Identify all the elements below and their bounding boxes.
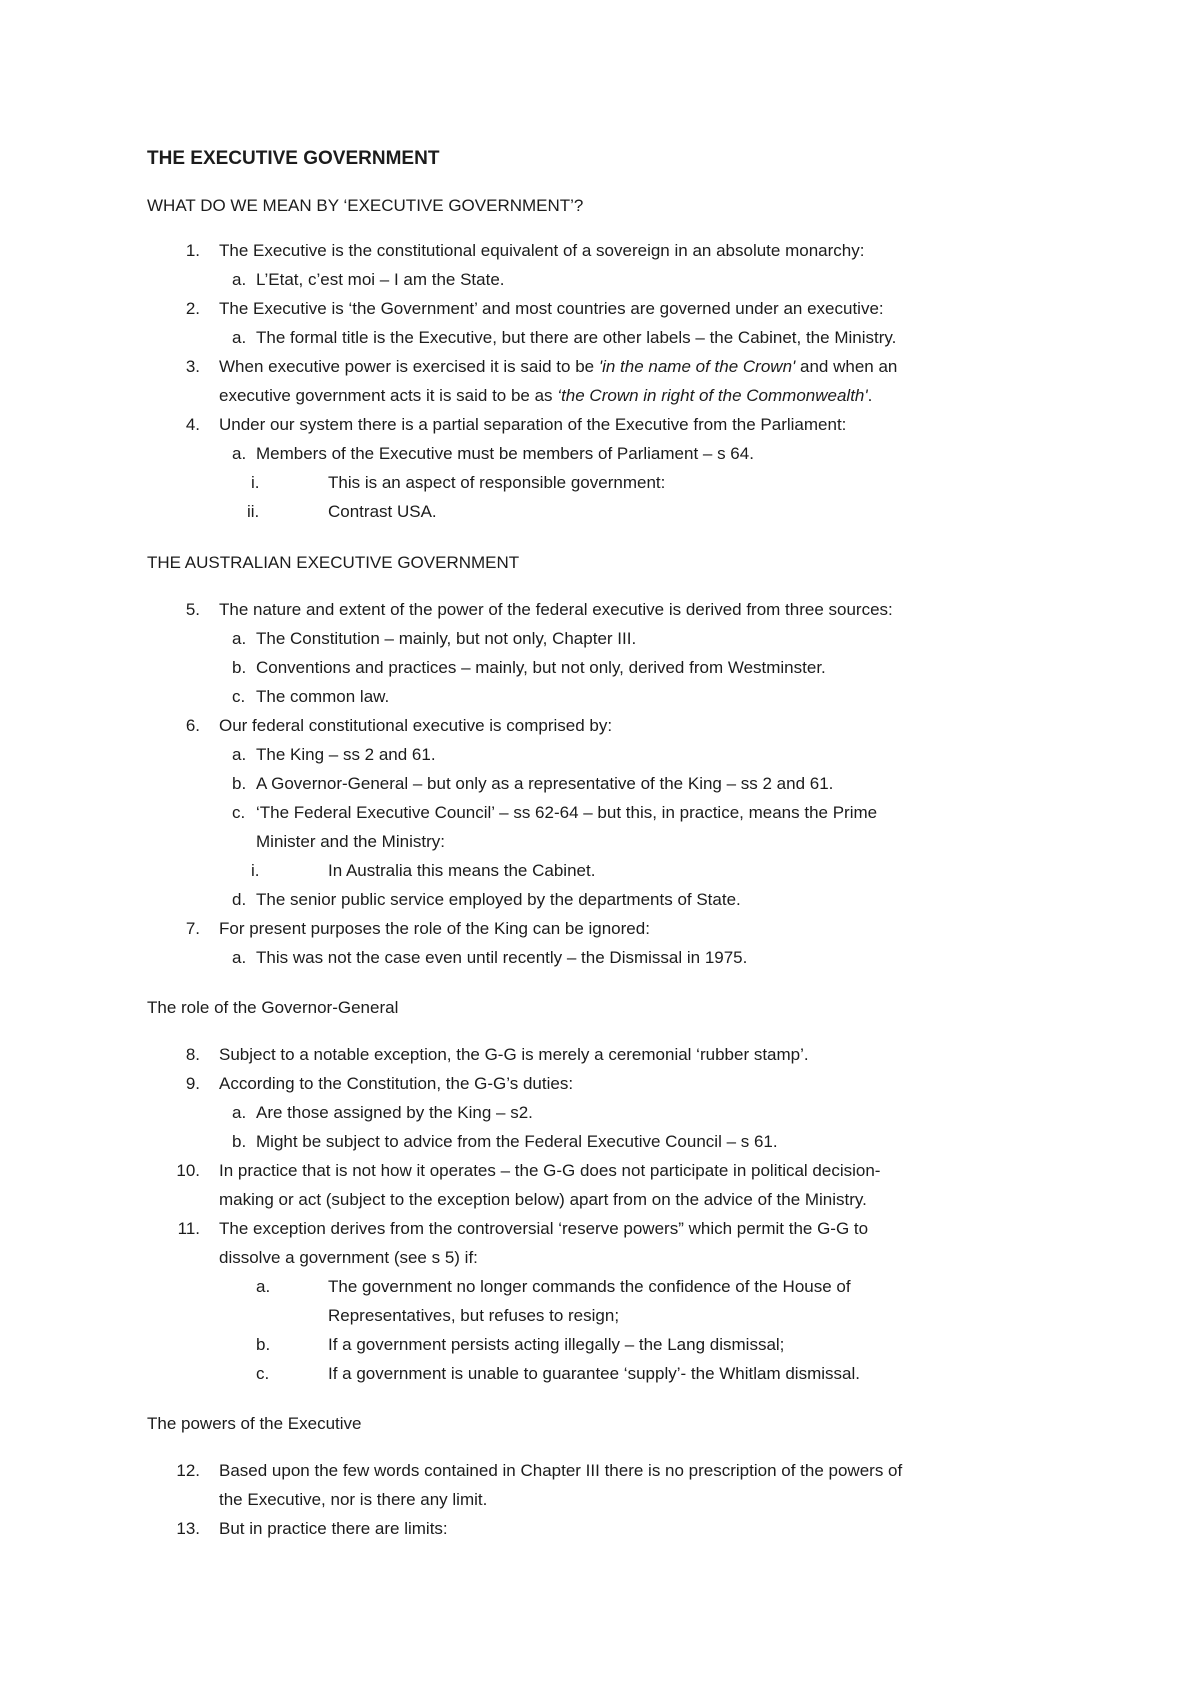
list-number: 7. <box>185 919 200 938</box>
list-item: According to the Constitution, the G-G’s duties: <box>219 1074 574 1093</box>
sub-item: This was not the case even until recently – the Dismissal in 1975. <box>256 948 748 967</box>
sub-item: The King – ss 2 and 61. <box>256 745 436 764</box>
sub-item-label: a. <box>232 745 247 764</box>
sub-item-label: c. <box>232 687 246 706</box>
list-item: Subject to a notable exception, the G-G is merely a ceremonial ‘rubber stamp’. <box>219 1045 809 1064</box>
sub-item-label: c. <box>256 1364 270 1383</box>
sub-item-label: b. <box>256 1335 271 1354</box>
italic-quote: ‘the Crown in right of the Commonwealth' <box>557 386 868 405</box>
sub-item: The Constitution – mainly, but not only, Chapter III. <box>256 629 637 648</box>
sub-item-line: ‘The Federal Executive Council’ – ss 62-64 – but this, in practice, means the Prime <box>256 803 878 822</box>
sub-item: The senior public service employed by the departments of State. <box>256 890 741 909</box>
sub-item-label: a. <box>232 1103 247 1122</box>
list-item: For present purposes the role of the King can be ignored: <box>219 919 650 938</box>
list-item: The Executive is ‘the Government’ and most countries are governed under an executive: <box>219 299 884 318</box>
sub-item-label: a. <box>256 1277 271 1296</box>
sub-sub-item: This is an aspect of responsible government: <box>328 473 666 492</box>
text-run: executive government acts it is said to be as <box>219 386 558 405</box>
sub-item: Are those assigned by the King – s2. <box>256 1103 533 1122</box>
text-run: and when an <box>795 357 898 376</box>
list-item-line <box>219 352 897 381</box>
list-item-line <box>219 381 872 410</box>
list-item: But in practice there are limits: <box>219 1519 448 1538</box>
italic-quote: 'in the name of the Crown' <box>598 357 796 376</box>
sub-item: A Governor-General – but only as a representative of the King – ss 2 and 61. <box>256 774 834 793</box>
sub-item-label: d. <box>232 890 247 909</box>
list-number: 13. <box>176 1519 200 1538</box>
sub-item-label: a. <box>232 270 247 289</box>
sub-item: Members of the Executive must be members of Parliament – s 64. <box>256 444 754 463</box>
section-heading-powers: The powers of the Executive <box>147 1414 362 1433</box>
list-item-line: making or act (subject to the exception below) apart from on the advice of the Ministry. <box>219 1190 867 1209</box>
section-heading-governor-general: The role of the Governor-General <box>147 998 399 1017</box>
sub-item: Conventions and practices – mainly, but not only, derived from Westminster. <box>256 658 826 677</box>
text-run: When executive power is exercised it is said to be <box>219 357 599 376</box>
sub-item-line: The government no longer commands the confidence of the House of <box>328 1277 851 1296</box>
sub-item-label: a. <box>232 629 247 648</box>
list-number: 10. <box>176 1161 200 1180</box>
list-number: 12. <box>176 1461 200 1480</box>
sub-item: L’Etat, c’est moi – I am the State. <box>256 270 505 289</box>
list-item: Under our system there is a partial separation of the Executive from the Parliament: <box>219 415 847 434</box>
list-item-line: dissolve a government (see s 5) if: <box>219 1248 478 1267</box>
sub-item-line: Minister and the Ministry: <box>256 832 445 851</box>
list-number: 1. <box>185 241 200 260</box>
list-number: 4. <box>185 415 200 434</box>
sub-item-label: c. <box>232 803 246 822</box>
sub-item-label: a. <box>232 444 247 463</box>
list-number: 6. <box>185 716 200 735</box>
list-number: 5. <box>185 600 200 619</box>
sub-item-label: b. <box>232 1132 247 1151</box>
sub-item: The formal title is the Executive, but there are other labels – the Cabinet, the Ministry. <box>256 328 897 347</box>
list-number: 9. <box>185 1074 200 1093</box>
sub-item-label: a. <box>232 948 247 967</box>
list-number: 3. <box>185 357 200 376</box>
list-item-line: Based upon the few words contained in Chapter III there is no prescription of the powers of <box>219 1461 903 1480</box>
sub-sub-item-label: i. <box>251 861 260 880</box>
list-item-line: In practice that is not how it operates – the G-G does not participate in political decision- <box>219 1161 881 1180</box>
sub-item: The common law. <box>256 687 390 706</box>
list-item-line: the Executive, nor is there any limit. <box>219 1490 488 1509</box>
list-item: Our federal constitutional executive is comprised by: <box>219 716 613 735</box>
sub-sub-item: In Australia this means the Cabinet. <box>328 861 596 880</box>
sub-sub-item-label: i. <box>251 473 260 492</box>
sub-item-line: Representatives, but refuses to resign; <box>328 1306 620 1325</box>
sub-sub-item-label: ii. <box>247 502 260 521</box>
section-heading-meaning: WHAT DO WE MEAN BY ‘EXECUTIVE GOVERNMENT’? <box>147 196 584 215</box>
text-run: . <box>867 386 873 405</box>
list-item: The Executive is the constitutional equivalent of a sovereign in an absolute monarchy: <box>219 241 865 260</box>
list-item: The nature and extent of the power of the federal executive is derived from three sources: <box>219 600 893 619</box>
list-number: 11. <box>177 1219 200 1238</box>
list-item-line: The exception derives from the controversial ‘reserve powers” which permit the G-G to <box>219 1219 869 1238</box>
sub-item: If a government persists acting illegally – the Lang dismissal; <box>328 1335 785 1354</box>
sub-item-label: a. <box>232 328 247 347</box>
sub-item-label: b. <box>232 658 247 677</box>
list-number: 2. <box>185 299 200 318</box>
sub-item-label: b. <box>232 774 247 793</box>
list-number: 8. <box>185 1045 200 1064</box>
section-heading-australian: THE AUSTRALIAN EXECUTIVE GOVERNMENT <box>147 553 520 572</box>
document-title: THE EXECUTIVE GOVERNMENT <box>147 148 440 169</box>
sub-item: Might be subject to advice from the Federal Executive Council – s 61. <box>256 1132 778 1151</box>
sub-sub-item: Contrast USA. <box>328 502 437 521</box>
sub-item: If a government is unable to guarantee ‘supply’- the Whitlam dismissal. <box>328 1364 860 1383</box>
